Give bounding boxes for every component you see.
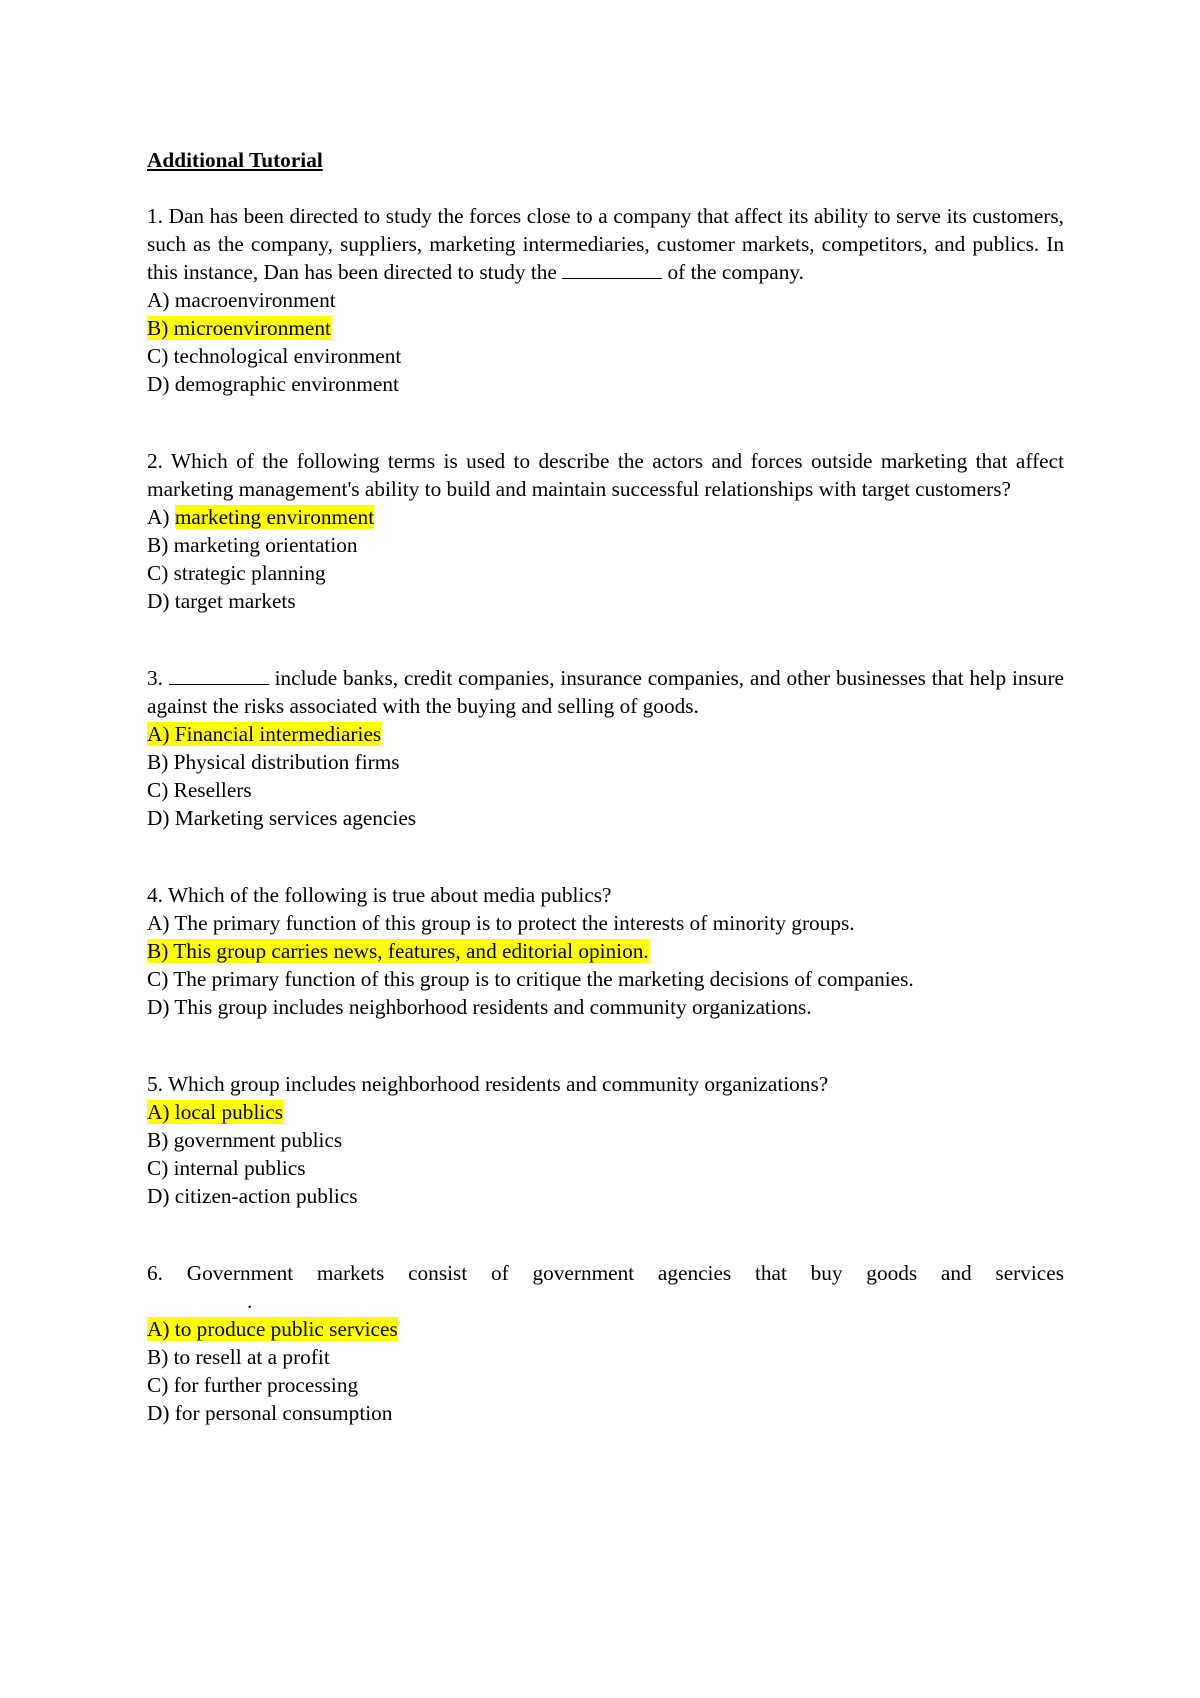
question-5: [147, 1070, 1064, 1210]
question-stem: [147, 881, 1064, 909]
option-b: B) government publics: [147, 1128, 343, 1152]
stem-text: .: [247, 1289, 253, 1313]
question-6: [147, 1259, 1064, 1427]
question-number: 1.: [147, 204, 163, 228]
option-a: A) macroenvironment: [147, 288, 336, 312]
option-d: D) Marketing services agencies: [147, 806, 417, 830]
question-stem: [147, 1259, 1064, 1287]
question-3: [147, 664, 1064, 832]
question-stem: [147, 202, 1064, 286]
question-number: 3.: [147, 666, 163, 690]
option-b: B) Physical distribution firms: [147, 750, 400, 774]
option-a: [147, 720, 1064, 748]
fill-in-blank: [562, 260, 662, 279]
option-c: C) Resellers: [147, 778, 252, 802]
document-body: [147, 146, 1064, 1476]
option-a: [147, 1098, 1064, 1126]
stem-text: of the company.: [667, 260, 804, 284]
option-a: [147, 503, 1064, 531]
stem-text: Dan has been directed to study the forces close to a company that affect its ability to serve its customers, such as the company, suppliers, marketing intermediaries, customer markets, competitors, and publics. In this instance, Dan has been directed to study the: [147, 204, 1065, 284]
option-d: D) This group includes neighborhood residents and community organizations.: [147, 995, 812, 1019]
option-c: C) The primary function of this group is to critique the marketing decisions of companies.: [147, 967, 914, 991]
question-number: 5.: [147, 1072, 163, 1096]
question-1: [147, 202, 1064, 398]
option-d: D) for personal consumption: [147, 1401, 393, 1425]
question-4: [147, 881, 1064, 1021]
option-b: B) to resell at a profit: [147, 1345, 330, 1369]
question-stem-end: [147, 1287, 1064, 1315]
question-stem: [147, 664, 1064, 720]
stem-text: Which of the following terms is used to describe the actors and forces outside marketing that affect marketing management's ability to build and maintain successful relationships with target customers?: [147, 449, 1064, 501]
stem-text: include banks, credit companies, insurance companies, and other businesses that help insure against the risks associated with the buying and selling of goods.: [147, 666, 1064, 718]
question-number: 2.: [147, 449, 163, 473]
answer-highlight: marketing environment: [174, 505, 375, 529]
option-prefix: A): [147, 505, 170, 529]
answer-highlight: B) microenvironment: [147, 316, 331, 340]
option-d: D) citizen-action publics: [147, 1184, 358, 1208]
question-number: 6.: [147, 1261, 163, 1285]
option-a: [147, 1315, 1064, 1343]
question-stem: [147, 1070, 1064, 1098]
stem-text: Which of the following is true about media publics?: [167, 883, 612, 907]
option-d: D) demographic environment: [147, 372, 399, 396]
option-c: C) for further processing: [147, 1373, 359, 1397]
option-b: B) marketing orientation: [147, 533, 358, 557]
option-b: [147, 314, 1064, 342]
answer-highlight: B) This group carries news, features, and editorial opinion.: [147, 939, 649, 963]
option-a: A) The primary function of this group is to protect the interests of minority groups.: [147, 911, 855, 935]
option-d: D) target markets: [147, 589, 296, 613]
option-c: C) technological environment: [147, 344, 402, 368]
option-c: C) strategic planning: [147, 561, 326, 585]
stem-text: Which group includes neighborhood residents and community organizations?: [167, 1072, 829, 1096]
option-c: C) internal publics: [147, 1156, 306, 1180]
question-2: [147, 447, 1064, 615]
answer-highlight: A) local publics: [147, 1100, 284, 1124]
answer-highlight: A) Financial intermediaries: [147, 722, 382, 746]
document-title: Additional Tutorial: [147, 148, 323, 172]
stem-text: Government markets consist of government agencies that buy goods and services: [186, 1261, 1065, 1285]
answer-highlight: A) to produce public services: [147, 1317, 398, 1341]
question-number: 4.: [147, 883, 163, 907]
fill-in-blank: [169, 666, 269, 685]
option-b: [147, 937, 1064, 965]
question-stem: [147, 447, 1064, 503]
